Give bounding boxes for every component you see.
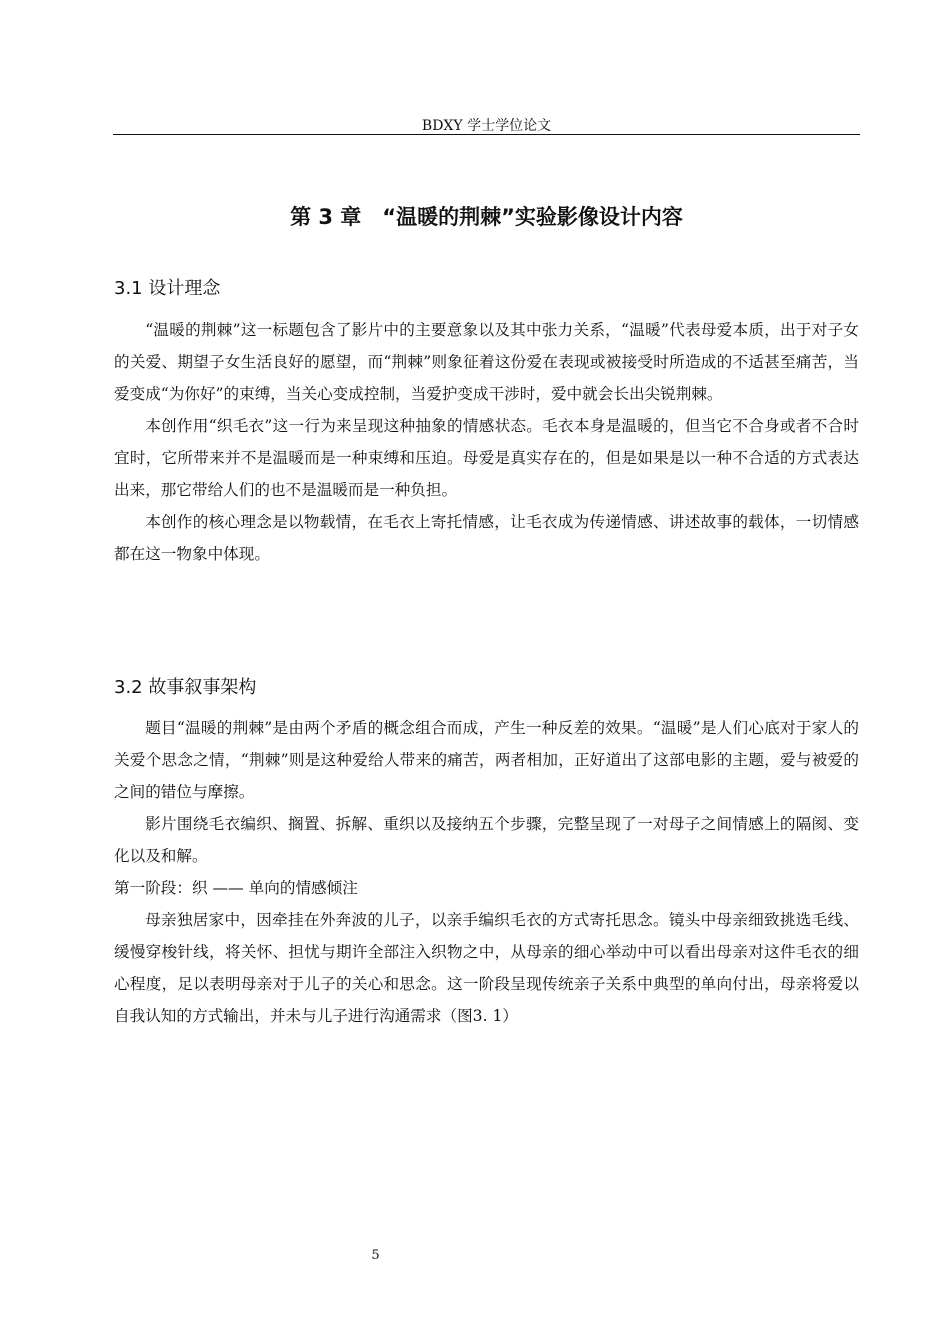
paragraph: 本创作用“织毛衣”这一行为来呈现这种抽象的情感状态。毛衣本身是温暖的，但当它不合身或者不合时宜时，它所带来并不是温暖而是一种束缚和压迫。母爱是真实存在的，但是如果是以一种不合适的方式表达出来，那它带给人们的也不是温暖而是一种负担。 xyxy=(114,417,859,499)
paragraph: 影片围绕毛衣编织、搁置、拆解、重织以及接纳五个步骤，完整呈现了一对母子之间情感上的隔阂、变化以及和解。 xyxy=(114,815,859,865)
running-header: BDXY 学士学位论文 xyxy=(421,118,552,134)
page-number: 5 xyxy=(371,1248,380,1263)
stage-label: 第一阶段：织 —— 单向的情感倾注 xyxy=(114,879,358,897)
section-heading-3-1: 3.1 设计理念 xyxy=(114,278,221,299)
chapter-title: 第 3 章 “温暖的荆棘”实验影像设计内容 xyxy=(290,205,683,229)
section-3-2-body xyxy=(114,712,859,1032)
paragraph: “温暖的荆棘”这一标题包含了影片中的主要意象以及其中张力关系，“温暖”代表母爱本质，出于对子女的关爱、期望子女生活良好的愿望，而“荆棘”则象征着这份爱在表现或被接受时所造成的不适甚至痛苦，当爱变成“为你好”的束缚，当关心变成控制，当爱护变成干涉时，爱中就会长出尖锐荆棘。 xyxy=(114,321,859,403)
paragraph: 母亲独居家中，因牵挂在外奔波的儿子，以亲手编织毛衣的方式寄托思念。镜头中母亲细致挑选毛线、缓慢穿梭针线，将关怀、担忧与期许全部注入织物之中，从母亲的细心举动中可以看出母亲对这件毛衣的细心程度，足以表明母亲对于儿子的关心和思念。这一阶段呈现传统亲子关系中典型的单向付出，母亲将爱以自我认知的方式输出，并未与儿子进行沟通需求（图3. 1） xyxy=(114,911,859,1025)
section-3-1-body xyxy=(114,314,859,570)
header-rule xyxy=(113,134,860,135)
paragraph: 本创作的核心理念是以物载情，在毛衣上寄托情感，让毛衣成为传递情感、讲述故事的载体，一切情感都在这一物象中体现。 xyxy=(114,513,859,563)
paragraph: 题目“温暖的荆棘”是由两个矛盾的概念组合而成，产生一种反差的效果。“温暖”是人们心底对于家人的关爱个思念之情，“荆棘”则是这种爱给人带来的痛苦，两者相加，正好道出了这部电影的主题，爱与被爱的之间的错位与摩擦。 xyxy=(114,719,859,801)
section-heading-3-2: 3.2 故事叙事架构 xyxy=(114,677,257,698)
